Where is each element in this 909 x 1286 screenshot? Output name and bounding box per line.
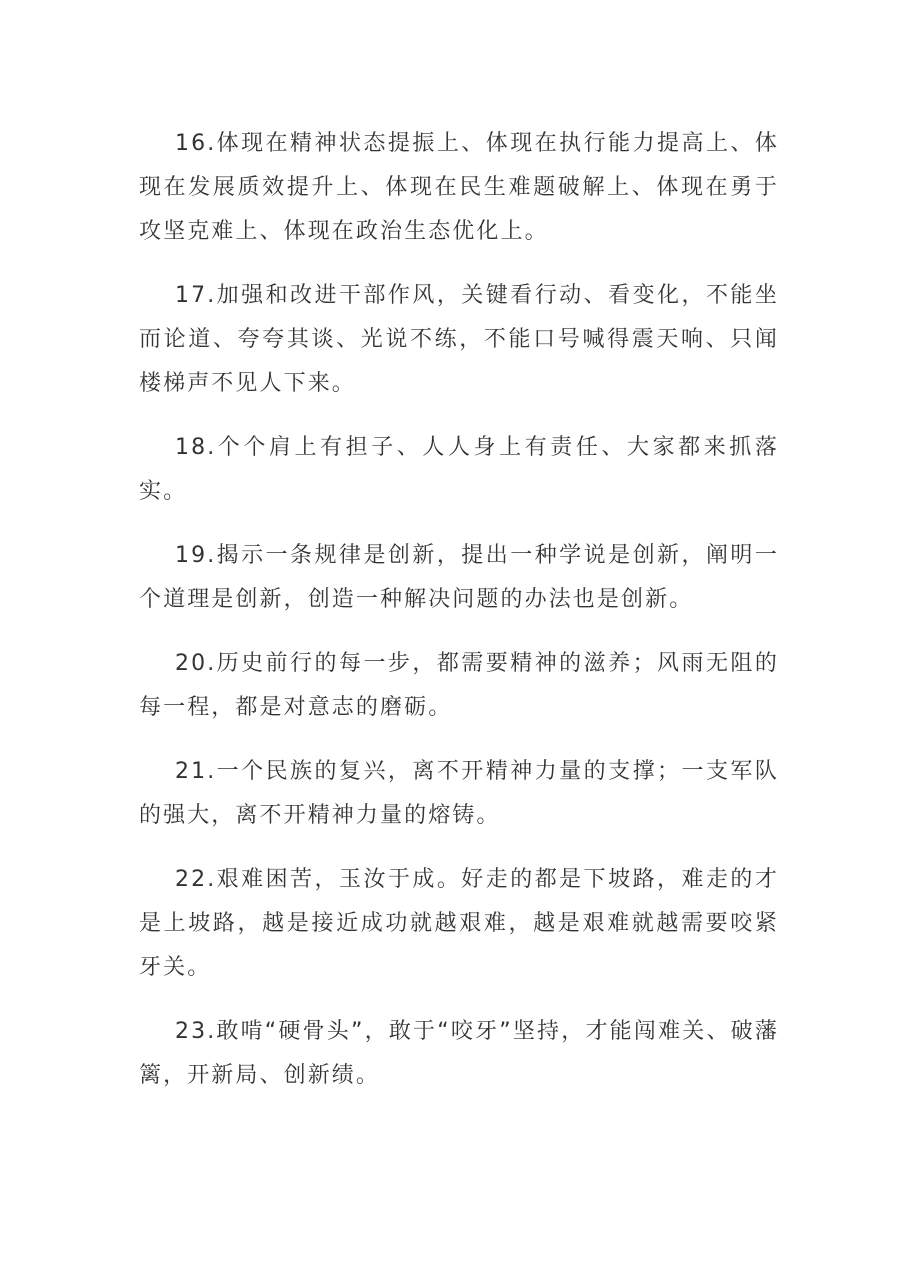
document-body: [139, 122, 779, 1118]
paragraph-18: 18.个个肩上有担子、人人身上有责任、大家都来抓落实。: [139, 435, 779, 504]
paragraph-22: 22.艰难困苦，玉汝于成。好走的都是下坡路，难走的才是上坡路，越是接近成功就越艰难，越是艰难就越需要咬紧牙关。: [139, 867, 779, 980]
paragraph-17: 17.加强和改进干部作风，关键看行动、看变化，不能坐而论道、夸夸其谈、光说不练，不能口号喊得震天响、只闻楼梯声不见人下来。: [139, 283, 779, 396]
paragraph-23: 23.敢啃“硬骨头”，敢于“咬牙”坚持，才能闯难关、破藩篱，开新局、创新绩。: [139, 1019, 779, 1088]
paragraph-21: 21.一个民族的复兴，离不开精神力量的支撑；一支军队的强大，离不开精神力量的熔铸。: [139, 759, 779, 828]
paragraph-20: 20.历史前行的每一步，都需要精神的滋养；风雨无阻的每一程，都是对意志的磨砺。: [139, 651, 779, 720]
paragraph-16: 16.体现在精神状态提振上、体现在执行能力提高上、体现在发展质效提升上、体现在民生难题破解上、体现在勇于攻坚克难上、体现在政治生态优化上。: [139, 131, 779, 244]
paragraph-19: 19.揭示一条规律是创新，提出一种学说是创新，阐明一个道理是创新，创造一种解决问题的办法也是创新。: [139, 543, 779, 612]
